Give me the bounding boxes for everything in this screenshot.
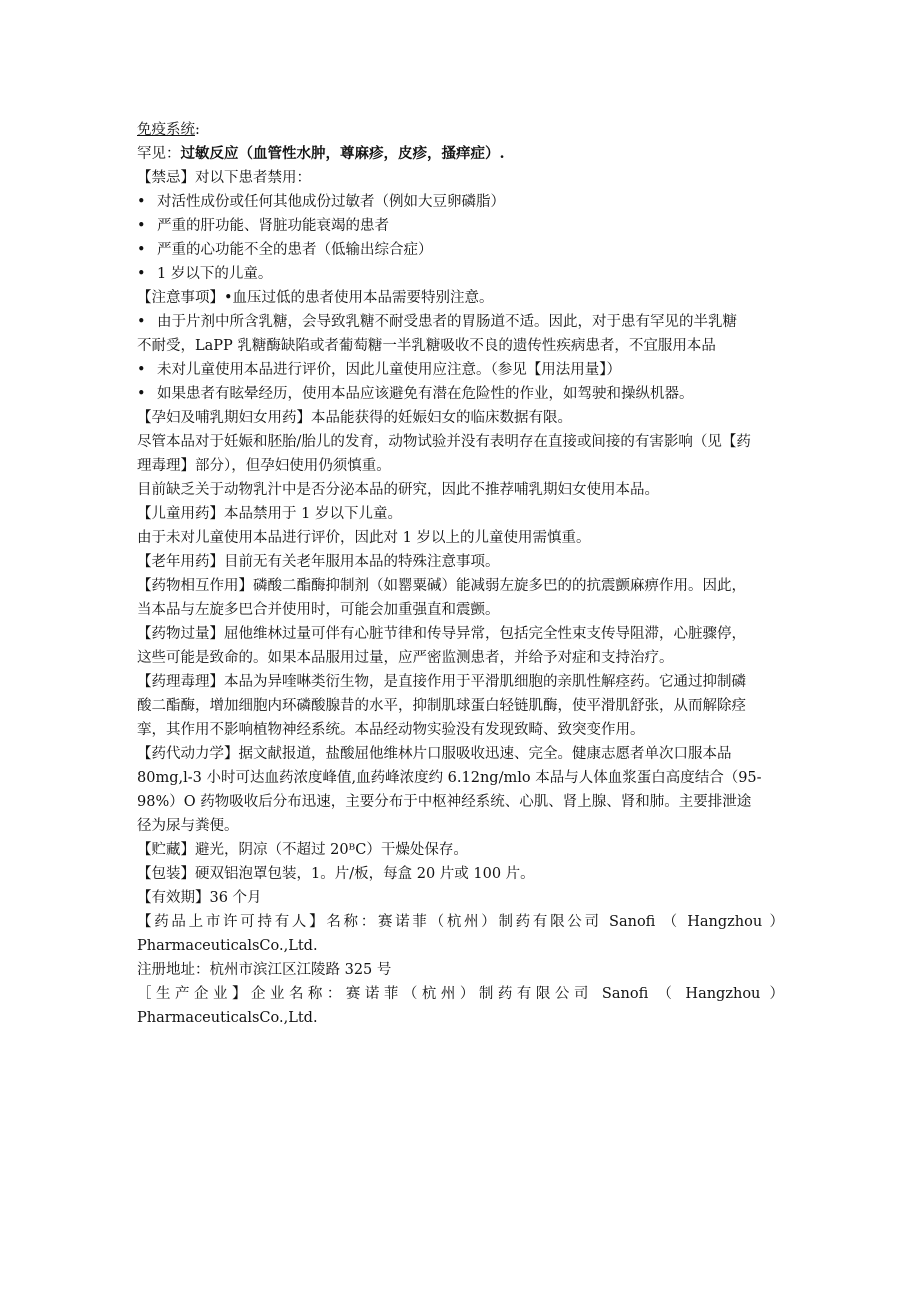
manufacturer-heading: ［生产企业】企业名称：赛诺菲（杭州）制药有限公司 Sanofi （ Hangzhou ） [137, 986, 784, 1002]
pharmacokinetics-heading: 【药代动力学】据文献报道，盐酸屈他维林片口服吸收迅速、完全。健康志愿者单次口服本品 [137, 746, 732, 762]
paragraph-line: 由于未对儿童使用本品进行评价，因此对 1 岁以上的儿童使用需慎重。 [137, 530, 591, 546]
bullet-icon: • [137, 242, 146, 258]
immune-system-rare [137, 142, 784, 166]
immune-system-colon: : [195, 122, 200, 138]
paragraph-line: 径为尿与粪便。 [137, 818, 239, 834]
bullet-icon: • [137, 218, 146, 234]
pregnancy-heading: 【孕妇及哺乳期妇女用药】本品能获得的妊娠妇女的临床数据有限。 [137, 410, 572, 426]
list-item: • 由于片剂中所含乳糖，会导致乳糖不耐受患者的胃肠道不适。因此，对于患有罕见的半乳糖 [137, 310, 784, 334]
paragraph-line: 目前缺乏关于动物乳汁中是否分泌本品的研究，因此不推荐哺乳期妇女使用本品。 [137, 482, 659, 498]
list-item: • 严重的肝功能、肾脏功能衰竭的患者 [137, 214, 784, 238]
elderly-heading: 【老年用药】目前无有关老年服用本品的特殊注意事项。 [137, 554, 500, 570]
storage-heading: 【贮藏】避光，阴凉（不超过 20ᴮC）干燥处保存。 [137, 842, 468, 858]
bullet-icon: • [137, 314, 146, 330]
bullet-icon: • [137, 362, 146, 378]
list-item: • 如果患者有眩晕经历，使用本品应该避免有潜在危险性的作业，如驾驶和操纵机器。 [137, 382, 784, 406]
paragraph-line: 理毒理】部分），但孕妇使用仍须慎重。 [137, 458, 391, 474]
paragraph-line: 当本品与左旋多巴合并使用时，可能会加重强直和震颤。 [137, 602, 500, 618]
precautions-heading: 【注意事项】•血压过低的患者使用本品需要特别注意。 [137, 290, 494, 306]
list-item: • 对活性成份或任何其他成份过敏者（例如大豆卵磷脂） [137, 190, 784, 214]
bullet-icon: • [137, 386, 146, 402]
paragraph-line: 尽管本品对于妊娠和胚胎/胎儿的发育，动物试验并没有表明存在直接或间接的有害影响（见【药 [137, 434, 751, 450]
paragraph-line: 98%）O 药物吸收后分布迅速，主要分布于中枢神经系统、心肌、肾上腺、肾和肺。主要排泄途 [137, 794, 752, 810]
paragraph-line: 80mg,l-3 小时可达血药浓度峰值,血药峰浓度约 6.12ng∕mlo 本品与人体血浆蛋白高度结合（95- [137, 770, 762, 786]
bullet-icon: • [137, 266, 146, 282]
list-item: • 1 岁以下的儿童。 [137, 262, 784, 286]
rare-text: 过敏反应（血管性水肿，尊麻疹，皮疹，搔痒症）. [180, 145, 505, 162]
document-page [137, 118, 784, 1030]
immune-system-title: 免疫系统 [137, 122, 195, 138]
paragraph-line: PharmaceuticalsCo.,Ltd. [137, 938, 318, 954]
paragraph-line: 酸二酯酶，增加细胞内环磷酸腺昔的水平，抑制肌球蛋白轻链肌酶，使平滑肌舒张，从而解除痉 [137, 698, 746, 714]
overdose-heading: 【药物过量】屈他维林过量可伴有心脏节律和传导异常，包括完全性束支传导阻滞，心脏骤停， [137, 626, 746, 642]
holder-heading: 【药品上市许可持有人】名称：赛诺菲（杭州）制药有限公司 Sanofi （ Hangzhou ） [137, 914, 784, 930]
validity-heading: 【有效期】36 个月 [137, 890, 262, 906]
interactions-heading: 【药物相互作用】磷酸二酯酶抑制剂（如罂粟碱）能减弱左旋多巴的的抗震颤麻痹作用。因此， [137, 578, 746, 594]
paragraph-line: PharmaceuticalsCo.,Ltd. [137, 1010, 318, 1026]
children-heading: 【儿童用药】本品禁用于 1 岁以下儿童。 [137, 506, 402, 522]
packaging-heading: 【包装】硬双铝泡罩包装，1。片/板，每盒 20 片或 100 片。 [137, 866, 535, 882]
paragraph-line: 这些可能是致命的。如果本品服用过量，应严密监测患者，并给予对症和支持治疗。 [137, 650, 674, 666]
rare-prefix: 罕见： [137, 146, 181, 162]
paragraph-line: 不耐受，LaPP 乳糖酶缺陷或者葡萄糖一半乳糖吸收不良的遗传性疾病患者，不宜服用本品 [137, 338, 716, 354]
immune-system-heading [137, 118, 784, 142]
holder-address: 注册地址：杭州市滨江区江陵路 325 号 [137, 962, 392, 978]
contraindications-heading: 【禁忌】对以下患者禁用： [137, 170, 311, 186]
list-item: • 未对儿童使用本品进行评价，因此儿童使用应注意。（参见【用法用量】） [137, 358, 784, 382]
bullet-icon: • [137, 194, 146, 210]
pharmacology-heading: 【药理毒理】本品为异喹啉类衍生物，是直接作用于平滑肌细胞的亲肌性解痉药。它通过抑制磷 [137, 674, 746, 690]
list-item: • 严重的心功能不全的患者（低输出综合症） [137, 238, 784, 262]
paragraph-line: 挛，其作用不影响植物神经系统。本品经动物实验没有发现致畸、致突变作用。 [137, 722, 645, 738]
